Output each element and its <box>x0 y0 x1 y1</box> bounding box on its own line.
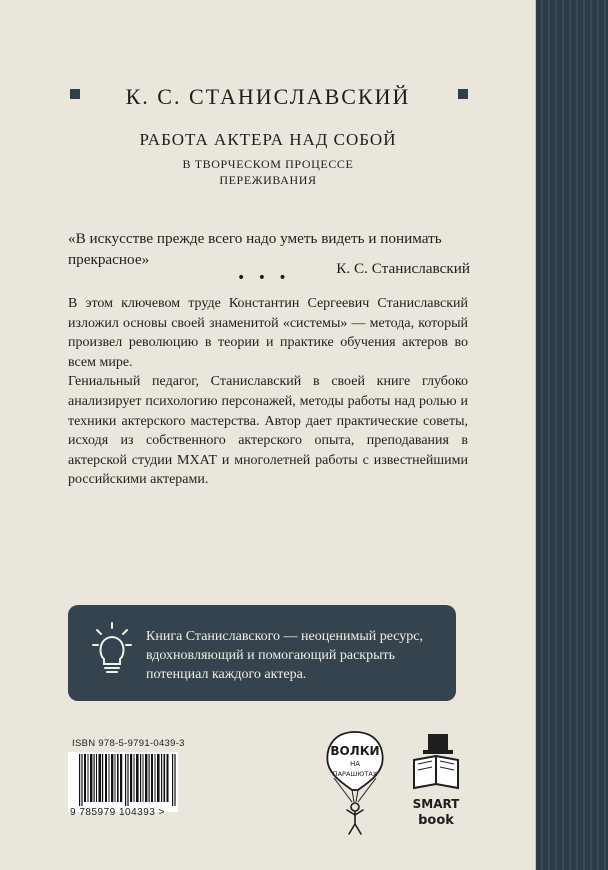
book-spine <box>536 0 608 870</box>
logo-text-smart: SMART <box>412 797 460 811</box>
barcode-digits: 9 785979 104393 > <box>70 807 165 818</box>
isbn-label: ISBN 978-5-9791-0439-3 <box>72 738 185 749</box>
subtitle-line-2: ПЕРЕЖИВАНИЯ <box>219 173 317 187</box>
separator-dots: • • • <box>237 270 291 286</box>
book-description <box>68 294 468 490</box>
logo-text-parashyutakh: ПАРАШЮТАХ <box>332 770 378 778</box>
book-title: РАБОТА АКТЕРА НАД СОБОЙ <box>139 130 397 149</box>
logo-text-na: НА <box>349 760 361 768</box>
epigraph-author: К. С. Станиславский <box>336 260 470 277</box>
smart-book-logo <box>410 728 462 840</box>
subtitle-line-1: В ТВОРЧЕСКОМ ПРОЦЕССЕ <box>182 157 354 171</box>
description-paragraph-1: В этом ключевом труде Константин Сергеевич Станиславский изложил основы своей знаменитой «системы» — метода, который произвел революцию в теории и практике обучения актеров во всем мире. <box>68 296 468 370</box>
volki-na-parashyutakh-logo <box>322 728 388 840</box>
book-subtitle <box>0 156 536 188</box>
callout-box <box>68 605 456 701</box>
logo-text-volki: ВОЛКИ <box>330 744 380 758</box>
description-paragraph-2: Гениальный педагог, Станиславский в своей книге глубоко анализирует психологию персонажей, методы работы над ролью и техники актерского мастерства. Автор дает практические советы, исходя из собственного актерского опыта, преподавания в актерской студии МХАТ и многолетней работы с известнейшими российскими актерами. <box>68 374 468 488</box>
callout-text: Книга Станиславского — неоценимый ресурс, вдохновляющий и помогающий раскрыть потенциал каждого актера. <box>146 629 424 682</box>
author-name: К. С. СТАНИСЛАВСКИЙ <box>125 84 411 109</box>
lightbulb-icon <box>92 621 132 677</box>
epigraph-quote: «В искусстве прежде всего надо уметь видеть и понимать прекрасное» <box>68 230 442 268</box>
barcode <box>79 754 177 806</box>
logo-text-book: book <box>418 813 454 828</box>
